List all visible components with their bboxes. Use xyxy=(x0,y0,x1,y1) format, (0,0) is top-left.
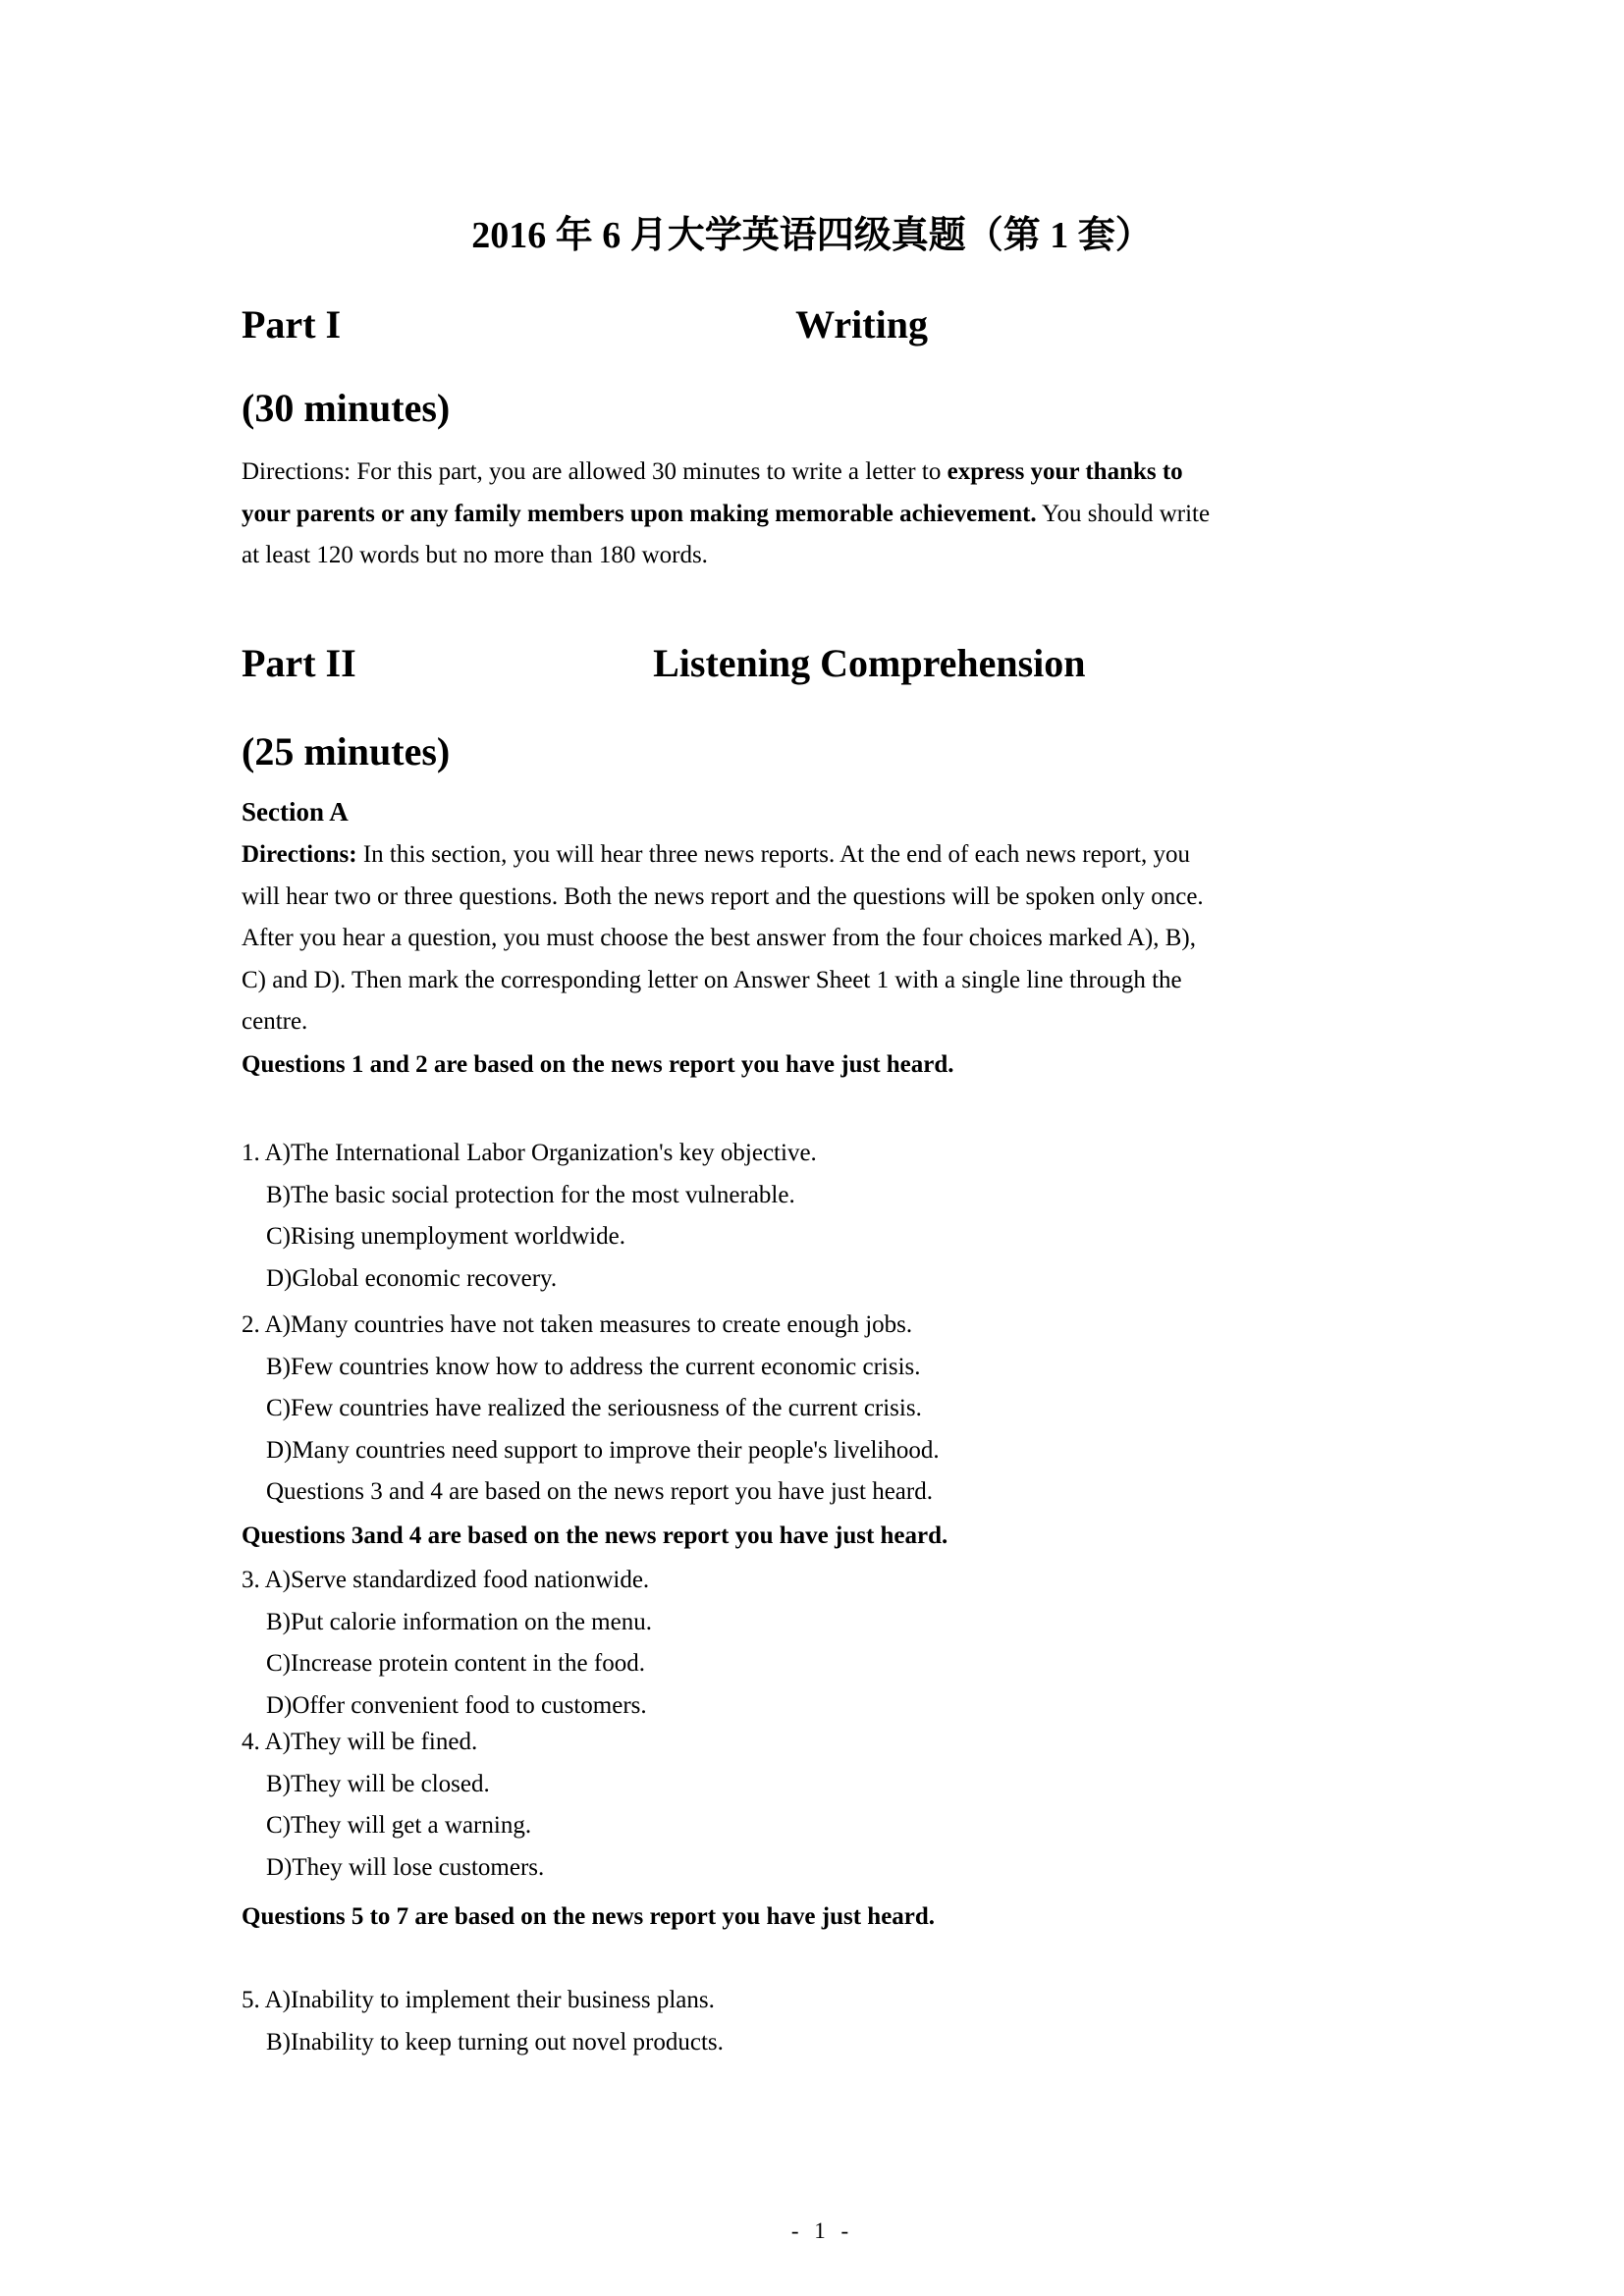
question-3-option-c: C)Increase protein content in the food. xyxy=(266,1650,645,1677)
page-number: - 1 - xyxy=(790,2218,849,2243)
writing-directions xyxy=(242,452,1382,577)
question-3-option-b: B)Put calorie information on the menu. xyxy=(266,1608,652,1635)
section-a-label: Section A xyxy=(242,797,349,827)
question-3 xyxy=(242,1560,1382,1727)
writing-directions-line2-normal: You should write xyxy=(1036,500,1211,527)
question-5-option-a: 5. A)Inability to implement their business plans. xyxy=(242,1987,715,2013)
listening-directions-line1-rest: In this section, you will hear three news reports. At the end of each news report, you xyxy=(356,841,1190,868)
question-4-option-c: C)They will get a warning. xyxy=(266,1812,532,1839)
listening-directions-label: Directions: xyxy=(242,841,357,868)
question-1-option-b: B)The basic social protection for the most vulnerable. xyxy=(266,1181,795,1208)
question-1-option-a: 1. A)The International Labor Organization's key objective. xyxy=(242,1140,817,1166)
question-1 xyxy=(242,1133,1382,1300)
part1-heading: Writing xyxy=(795,302,928,347)
question-5-option-b: B)Inability to keep turning out novel products. xyxy=(266,2028,724,2056)
question-4 xyxy=(242,1722,1382,1889)
part1-label: Part I xyxy=(242,302,342,347)
question-4-option-b: B)They will be closed. xyxy=(266,1770,490,1797)
question-2-option-a: 2. A)Many countries have not taken measures to create enough jobs. xyxy=(242,1311,913,1338)
writing-directions-line1-normal: Directions: For this part, you are allowed 30 minutes to write a letter to xyxy=(242,458,947,485)
question-1-option-c: C)Rising unemployment worldwide. xyxy=(266,1223,625,1250)
listening-directions-line3: After you hear a question, you must choose the best answer from the four choices marked A), B), xyxy=(242,925,1196,951)
part2-label: Part II xyxy=(242,641,356,685)
writing-directions-line1 xyxy=(242,452,1382,494)
question-5 xyxy=(242,1980,1382,2063)
part2-heading-row xyxy=(242,638,1382,689)
part1-duration: (30 minutes) xyxy=(242,386,451,430)
listening-directions-line1 xyxy=(242,834,1382,877)
questions-1-2-header: Questions 1 and 2 are based on the news report you have just heard. xyxy=(242,1051,954,1078)
part1-heading-row xyxy=(242,299,1382,350)
question-1-option-d: D)Global economic recovery. xyxy=(266,1264,558,1292)
question-2-option-d: D)Many countries need support to improve their people's livelihood. xyxy=(266,1436,940,1464)
part2-heading: Listening Comprehension xyxy=(653,641,1086,685)
writing-directions-line2-bold: your parents or any family members upon making memorable achievement. xyxy=(242,500,1037,527)
questions-3-4-header: Questions 3and 4 are based on the news report you have just heard. xyxy=(242,1522,948,1549)
writing-directions-line3: at least 120 words but no more than 180 words. xyxy=(242,542,708,568)
question-4-option-d: D)They will lose customers. xyxy=(266,1853,545,1881)
questions-3-4-note: Questions 3 and 4 are based on the news report you have just heard. xyxy=(266,1478,933,1505)
question-2-option-b: B)Few countries know how to address the current economic crisis. xyxy=(266,1353,921,1380)
writing-directions-line2 xyxy=(242,494,1382,536)
part2-duration: (25 minutes) xyxy=(242,729,451,774)
question-4-option-a: 4. A)They will be fined. xyxy=(242,1729,478,1755)
question-3-option-a: 3. A)Serve standardized food nationwide. xyxy=(242,1567,650,1593)
listening-directions-line5: centre. xyxy=(242,1008,308,1035)
writing-directions-line1-bold: express your thanks to xyxy=(947,458,1183,485)
listening-directions-line4: C) and D). Then mark the corresponding letter on Answer Sheet 1 with a single line through the xyxy=(242,966,1182,993)
question-2-option-c: C)Few countries have realized the seriousness of the current crisis. xyxy=(266,1395,922,1421)
listening-directions xyxy=(242,834,1382,1043)
question-2 xyxy=(242,1305,1382,1514)
page-title: 2016 年 6 月大学英语四级真题（第 1 套） xyxy=(471,215,1153,256)
questions-5-7-header: Questions 5 to 7 are based on the news report you have just heard. xyxy=(242,1903,936,1930)
listening-directions-line2: will hear two or three questions. Both the news report and the questions will be spoken only once. xyxy=(242,882,1204,910)
question-3-option-d: D)Offer convenient food to customers. xyxy=(266,1691,647,1719)
